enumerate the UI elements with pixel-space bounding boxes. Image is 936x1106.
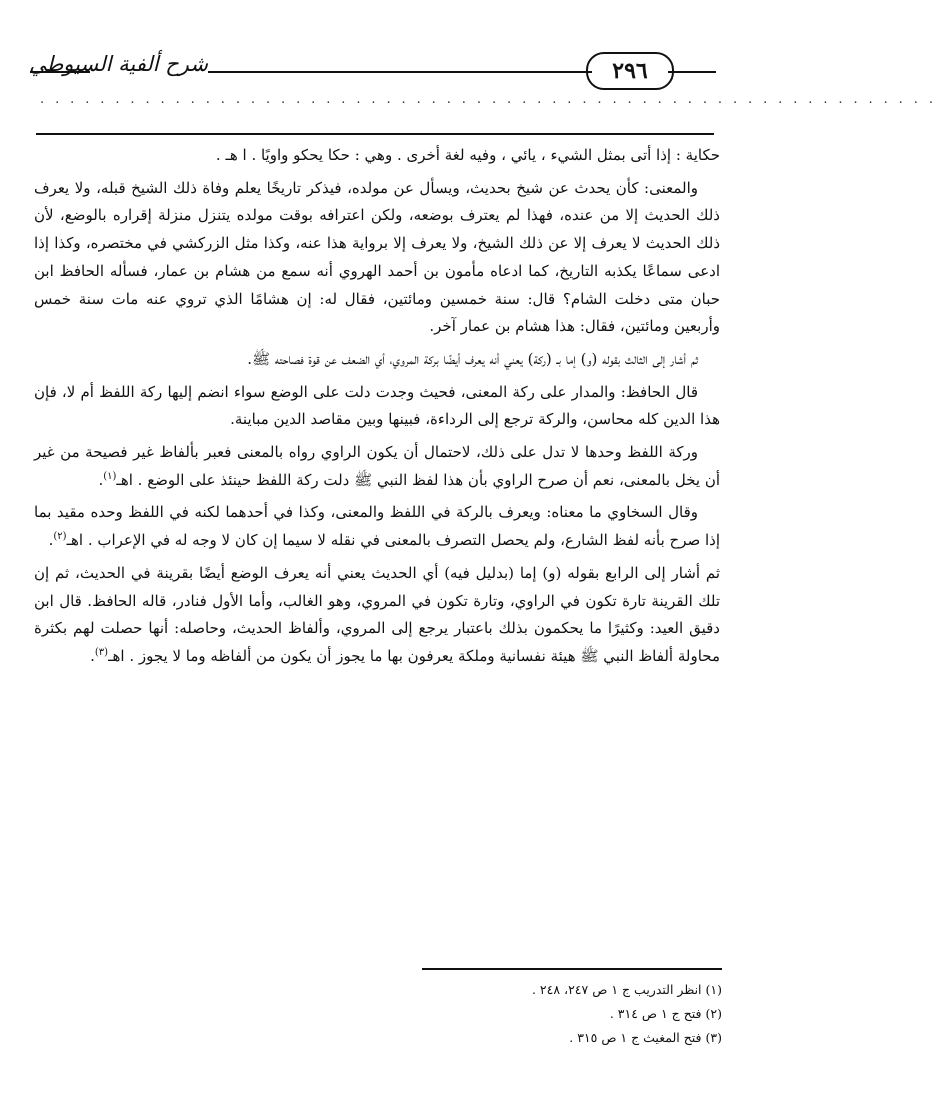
main-text [34,142,720,676]
footnote: (٣) فتح المغيث ج ١ ص ٣١٥ . [569,1030,722,1045]
footnote-ref: (٢) [53,531,67,543]
paragraph: قال الحافظ: والمدار على ركة المعنى، فحيث وجدت دلت على الوضع سواء انضم إليها ركة اللفظ أم لا، فإن هذا الدين كله محاسن، والركة ترجع إلى الرداءة، فبينها وبين مقاصد الدين مباينة. [34,382,720,429]
paragraph: وقال السخاوي ما معناه: ويعرف بالركة في اللفظ والمعنى، وكذا في أحدهما لكنه في اللفظ وحده مقيد بما إذا صرح بأنه لفظ الشارع، ولم يحصل التصرف بالمعنى في نقله لا سيما إن كان لا وجه له في الإعراب . اهـ$^{(٢)}$. [34,503,720,550]
paragraph: ثم أشار إلى الرابع بقوله (و) إما (بدليل فيه) أي الحديث يعني أنه يعرف الوضع أيضًا بقرينة في الحديث، ثم إن تلك القرينة تارة تكون في الراوي، وتارة تكون في المروي، وهو الغالب، وأما الأول فنادر، قاله الحافظ. قال ابن دقيق العيد: وكثيرًا ما يحكمون بذلك باعتبار يرجع إلى المروي، وألفاظ الحديث، وحاصله: أنها حصلت لهم بكثرة محاولة ألفاظ النبي ﷺ هيئة نفسانية وملكة يعرفون بها ما يجوز أن يكون من ألفاظه وما لا يجوز . اهـ$^{(٣)}$. [34,563,720,665]
paragraph-text: وركة اللفظ وحدها لا تدل على ذلك، لاحتمال أن يكون الراوي رواه بالمعنى فعبر بألفاظ غير فصيحة من غير أن يخل بالمعنى، نعم أن صرح الراوي بأن هذا لفظ النبي ﷺ دلت ركة اللفظ حينئذ على الوضع . اهـ [34,443,720,489]
footnote-ref: (٣) [94,646,109,658]
footnotes [82,978,722,1050]
paragraph-text: ثم أشار إلى الرابع بقوله (و) إما (بدليل فيه) أي الحديث يعني أنه يعرف الوضع أيضًا بقرينة في الحديث، ثم إن تلك القرينة تارة تكون في الراوي، وتارة تكون في المروي، وهو الغالب، وأما الأول فنادر، قاله الحافظ. قال ابن دقيق العيد: وكثيرًا ما يحكمون بذلك باعتبار يرجع إلى المروي، وألفاظ الحديث، وحاصله: أنها حصلت لهم بكثرة محاولة ألفاظ النبي ﷺ هيئة نفسانية وملكة يعرفون بها ما يجوز أن يكون من ألفاظه وما لا يجوز . اهـ [34,563,720,665]
page-number: ٢٩٦ [586,52,674,90]
paragraph: ثم أشار إلى الثالث بقوله (و) إما بـ (ركة) يعني أنه يعرف أيضًا بركة المروي، أي الضعف عن قوة فصاحته ﷺ. [247,349,698,368]
paragraph: وركة اللفظ وحدها لا تدل على ذلك، لاحتمال أن يكون الراوي رواه بالمعنى فعبر بألفاظ غير فصيحة من غير أن يخل بالمعنى، نعم أن صرح الراوي بأن هذا لفظ النبي ﷺ دلت ركة اللفظ حينئذ على الوضع . اهـ$^{(١)}$. [34,443,720,489]
footnote-rule [422,968,722,970]
page-header [29,48,936,108]
header-rule-right [668,71,716,73]
footnote-ref: (١) [103,470,117,482]
paragraph: حكاية : إذا أتى بمثل الشيء ، يائي ، وفيه لغة أخرى . وهي : حكا يحكو واويًا . ا هـ . [215,146,720,164]
paragraph-text: وقال السخاوي ما معناه: ويعرف بالركة في اللفظ والمعنى، وكذا في أحدهما لكنه في اللفظ وحده مقيد بما إذا صرح بأنه لفظ الشارع، ولم يحصل التصرف بالمعنى في نقله لا سيما إن كان لا وجه له في الإعراب . اهـ [34,503,720,550]
book-title: شرح ألفية السيوطي [29,52,208,76]
footnote: (٢) فتح ج ١ ص ٣١٤ . [609,1006,722,1021]
dotted-divider: . . . . . . . . . . . . . . . . . . . . . . . . . . . . . . . . . . . . . . . . . . . . . . . . . . . . . . . . . . . . [40,92,936,107]
header-rule-middle [208,71,592,73]
footnote: (١) انظر التدريب ج ١ ص ٢٤٧، ٢٤٨ . [531,982,722,997]
paragraph: والمعنى: كأن يحدث عن شيخ بحديث، ويسأل عن مولده، فيذكر تاريخًا يعلم وفاة ذلك الشيخ قبله، ولا يعرف ذلك الحديث إلا من عنده، فهذا لم يعترف بوضعه، ولكن اعترافه بوقت مولده يتنزل منزلة إقراره بالوضع، لأن ذلك الحديث لا يعرف إلا عن ذلك الشيخ، ولا يعرف إلا برواية هذا عنه، وكذا مثل الزركشي في مختصره، وكذا إذا ادعى سماعًا يكذبه التاريخ، كما ادعاه مأمون بن أحمد الهروي أنه سمع من هشام بن عمار، فسأله الحافظ ابن حبان متى دخلت الشام؟ قال: سنة خمسين ومائتين، فقال له: إن هشامًا الذي تروي عنه مات سنة خمس وأربعين ومائتين، فقال: هذا هشام بن عمار آخر. [34,178,720,336]
text-top-rule [36,133,714,135]
